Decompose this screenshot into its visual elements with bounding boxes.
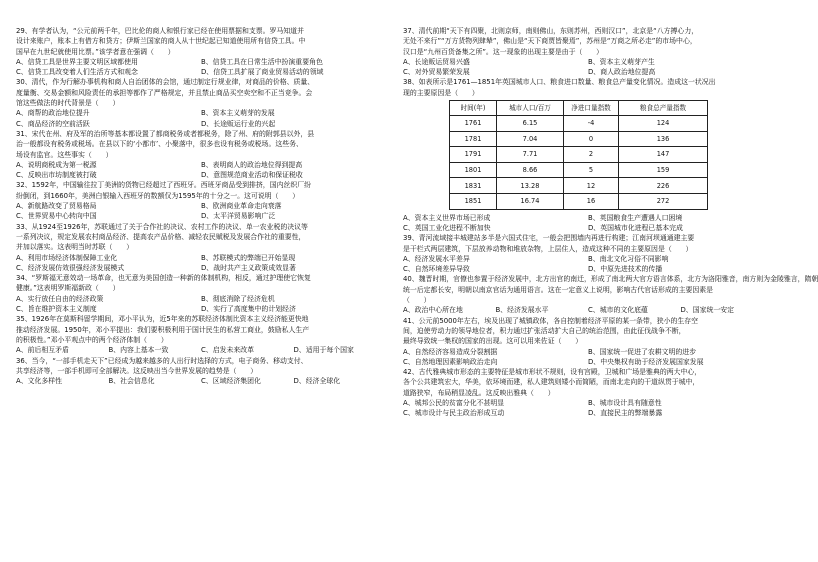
- question-stem-line: 健康。”这表明罗斯福新政（ ）: [16, 284, 120, 293]
- question-stem-line: （ ）: [403, 296, 431, 305]
- option: D、适用于每个国家: [293, 346, 354, 355]
- right-questions-bottom: [403, 213, 818, 419]
- option: A、长途贩运贸易兴盛: [403, 57, 470, 66]
- option: D、中原先进技术的传播: [588, 265, 663, 274]
- question-stem-line: 40、魏晋时期，官僚也参置于经济发展中，北方出官的南迁，形成了南北两大官方语言体系，北方为洛阳雅音，南方则为金陵雅言，隋朝: [403, 275, 818, 284]
- option: B、英国粮食生产遭遇人口困境: [588, 213, 683, 222]
- option: D、经济全球化: [293, 377, 341, 386]
- question: [16, 314, 386, 355]
- option: C、启发未来改革: [201, 346, 255, 355]
- table-cell: 7.71: [497, 147, 564, 163]
- option: D、意图规范商业活动和保证税收: [201, 171, 303, 180]
- options-grid: [16, 253, 386, 274]
- option: A、经济发展水平差异: [403, 254, 470, 263]
- question-stem-line: 最终导致统一集权的国家的出现。这可以用来佐证（ ）: [403, 337, 583, 346]
- table-cell: 159: [619, 162, 708, 178]
- table-cell: 1831: [450, 178, 497, 194]
- option: D、直接民主的弊端暴露: [588, 409, 663, 418]
- question-stem-line: 的积极性。”邓小平观点中的两个经济体制（ ）: [16, 335, 168, 344]
- question-stem-line: 共享经济等，一部手机即可全部解决。这反映出当今世界发展的趋势是（ ）: [16, 366, 258, 375]
- option: D、长途贩运行业的兴起: [201, 119, 276, 128]
- question-stem-line: 36、当今，“一部手机走天下”已经成为越来越多的人出行时选择的方式，电子商务、移动支付、: [16, 356, 308, 365]
- question: [16, 26, 386, 77]
- left-column: [16, 26, 386, 386]
- question-stem-line: 39、青河流域接丰城建站多半是六国式住宅，一般会把围墙内再进行构建；江南河坝通通建主要: [403, 234, 695, 243]
- option: D、商人政治地位提高: [588, 68, 656, 77]
- question-stem-line: 各个公共建筑宏大，华美，依环境而建，私人建筑则矮小而简陋，而南北走向的干道纵贯于城中，: [403, 378, 700, 387]
- question-stem-line: 推动经济发展。1950年，邓小平提出：我们要积极利用于国计民生的私营工商业，鼓励私人生产: [16, 325, 310, 334]
- option: B、信贷工具在日常生活中扮演重要角色: [201, 57, 323, 66]
- question: [403, 367, 773, 418]
- option: C、信贷工具改变着人们生活方式和观念: [16, 68, 138, 77]
- option: B、资本主义萌芽的发展: [201, 109, 275, 118]
- question: [403, 233, 773, 274]
- question-stem-line: 29、有学者认为，“公元前两千年，巴比伦的商人和银行家已经在使用票据和支票。罗马知道并: [16, 27, 304, 35]
- options-grid: [16, 294, 386, 315]
- table-cell: 2: [564, 147, 619, 163]
- question-stem-line: 道路狭窄，布局稍显凌乱。这反映出雅典（ ）: [403, 388, 555, 397]
- question-stem-line: 38、如表所示是1761—1851年英国城市人口、粮食进口数量、粮食总产量变化情况。造成这一状况出: [403, 78, 716, 87]
- question-stem-line: 纷倒闭，到1660年，美洲白银输入西班牙的数额仅为1595年的十分之一。这可说明（ ）: [16, 191, 300, 200]
- table-row: [450, 147, 708, 163]
- right-questions-top: [403, 26, 773, 98]
- table-cell: 1761: [450, 116, 497, 132]
- option: D、太平洋贸易影响广泛: [201, 212, 276, 221]
- table-header-cell: 时间(年): [450, 101, 497, 116]
- table-cell: 16: [564, 194, 619, 210]
- options-grid: [16, 160, 386, 181]
- option: A、实行放任自由的经济政策: [16, 294, 104, 303]
- option: C、商品经济的空前活跃: [16, 119, 90, 128]
- option: B、表明商人的政治地位得到提高: [201, 160, 303, 169]
- option: B、南北文化习俗不同影响: [588, 254, 669, 263]
- question-stem-line: 37、清代前期“天下有四聚，北则京师，南则佛山，东则苏州，西则汉口”，北京是“八方搏心力，: [403, 27, 699, 35]
- table-cell: 1781: [450, 131, 497, 147]
- option: A、信贷工具是世界主要文明区域都使用: [16, 57, 138, 66]
- table-cell: -4: [564, 116, 619, 132]
- question: [403, 213, 773, 234]
- option: D、英国城市化进程已基本完成: [588, 223, 683, 232]
- data-table: [449, 100, 708, 210]
- question-stem-line: 治一般都设有税务或税场。在县以下的‘小都市’、小聚落中，很多也设有税务或税场。这些务、: [16, 140, 303, 149]
- table-cell: 1801: [450, 162, 497, 178]
- option: B、苏联模式的弊端已开始显现: [201, 253, 296, 262]
- options-grid: [403, 398, 773, 419]
- option: C、对外贸易繁荣发展: [403, 68, 470, 77]
- option: D、信贷工具扩展了商业贸易活动的领域: [201, 68, 324, 77]
- option: D、国家统一安定: [680, 306, 735, 315]
- right-column: [403, 26, 818, 419]
- question-stem-line: 并加以落实。这表明当时苏联（ ）: [16, 243, 134, 252]
- table-cell: 124: [619, 116, 708, 132]
- table-cell: 7.04: [497, 131, 564, 147]
- table-cell: 226: [619, 178, 708, 194]
- option: A、利用市场经济体制保障工业化: [16, 253, 118, 262]
- options-row: [16, 376, 386, 386]
- question: [16, 180, 386, 221]
- question: [403, 77, 773, 98]
- table-row: [450, 116, 708, 132]
- option: D、战时共产主义政策成效显著: [201, 263, 296, 272]
- table-row: [450, 178, 708, 194]
- option: B、社会信息化: [108, 377, 155, 386]
- table-cell: 5: [564, 162, 619, 178]
- table-row: [450, 162, 708, 178]
- table-header-cell: 城市人口/百万: [497, 101, 564, 116]
- option: B、内容上基本一致: [108, 346, 169, 355]
- table-cell: 272: [619, 194, 708, 210]
- option: B、彻底消除了经济危机: [201, 294, 275, 303]
- option: D、中央集权有助于经济发展国家发展: [588, 357, 704, 366]
- table-cell: 0: [564, 131, 619, 147]
- table-cell: 1851: [450, 194, 497, 210]
- question-stem-line: 35、1926年在莫斯科留学期间，邓小平认为，近5年来的苏联经济体制比资本主义经济能更快地: [16, 315, 309, 324]
- table-cell: 147: [619, 147, 708, 163]
- question-stem-line: 馆这些做法的时代背景是（ ）: [16, 99, 120, 108]
- option: D、实行了高度集中的计划经济: [201, 305, 296, 314]
- question-stem-line: 41、公元前5000年左右，埃及出现了城镇政体，各自控制着经济平原的某一条带，狭小的生存空: [403, 316, 699, 325]
- question-stem-line: 一系列决议，规定发展农村商品经济、提高农产品价格、减轻农民赋税及发展合作社的重要性，: [16, 232, 306, 241]
- question: [403, 274, 818, 315]
- question-stem-line: 场设有监官。这些事实（ ）: [16, 150, 113, 159]
- options-grid: [403, 347, 773, 368]
- question-stem-line: 度量衡、交易金额和风险责任的承担等都作了严格规定，并且禁止商品买空卖空和不正当竞争。会: [16, 88, 313, 97]
- options-grid: [403, 254, 773, 275]
- option: B、国家统一促进了农耕文明的进步: [588, 347, 697, 356]
- table-cell: 8.66: [497, 162, 564, 178]
- table-cell: 6.15: [497, 116, 564, 132]
- option: C、世界贸易中心转向中国: [16, 212, 97, 221]
- option: A、文化多样性: [16, 377, 63, 386]
- table-cell: 136: [619, 131, 708, 147]
- options-grid: [16, 108, 386, 129]
- options-grid: [403, 57, 773, 78]
- question: [16, 222, 386, 273]
- option: C、区域经济集团化: [201, 377, 261, 386]
- table-header-cell: 净进口量指数: [564, 101, 619, 116]
- option: A、城邦公民的贫富分化不甚明显: [403, 398, 505, 407]
- table-row: [450, 131, 708, 147]
- question-stem-line: 42、古代雅典城市形态的主要特征是城市形状不规则，设有宫殿，卫城和广场是雅典的两大中心，: [403, 368, 702, 377]
- question-stem-line: 无处不来行”“万方货物列肆辇”，佛山是“天下商贾皆聚焉”，苏州是“万商之所必走”的市场中心，: [403, 37, 697, 46]
- option: C、英国工业化进程不断加快: [403, 223, 491, 232]
- table-cell: 12: [564, 178, 619, 194]
- question-stem-line: 32、1592年，中国输往拉丁美洲的货物已经超过了西班牙。西班牙商品受到排挤，国内丝织厂纷: [16, 181, 312, 190]
- question-stem-line: 汉口是“九州百货备集之所”。这一现象的出现主要是由于（ ）: [403, 47, 604, 56]
- option: C、经济发展仿效很强经济发展模式: [16, 263, 125, 272]
- option: B、资本主义萌芽产生: [588, 57, 655, 66]
- option: C、自然地理因素影响政治走向: [403, 357, 498, 366]
- option: C、城市的文化底蕴: [588, 306, 648, 315]
- question-stem-line: 34、“罗斯福无意效动一场革命，也无意为美国创造一种新的体制机构，相反，通过护理使它恢复: [16, 274, 311, 283]
- question-stem-line: 30、清代，作为行解办事机构和商人自治团体的会馆，通过制定行规业律，对商品的价格、质量、: [16, 78, 315, 87]
- options-grid: [16, 201, 386, 222]
- option: B、欧洲商业革命走向衰落: [201, 202, 282, 211]
- option: C、反映出市坊制度被打破: [16, 171, 97, 180]
- option: A、说明商税成为第一税源: [16, 160, 97, 169]
- question-stem-line: 31、宋代在州、府及军的治所等基本都设置了都商税务或者都税务，除了州、府的附郭县以外，县: [16, 129, 315, 138]
- option: A、自然经济容易造成分裂割据: [403, 347, 498, 356]
- options-row: [16, 345, 386, 355]
- table-row: [450, 194, 708, 210]
- table-header-row: [450, 101, 708, 116]
- table-header-cell: 粮食总产量指数: [619, 101, 708, 116]
- table-cell: 13.28: [497, 178, 564, 194]
- option: C、城市设计与民主政治形成互动: [403, 409, 505, 418]
- table-cell: 1791: [450, 147, 497, 163]
- question-stem-line: 国早在九世纪就使用比票。”该学者意在强调（ ）: [16, 47, 175, 56]
- question-stem-line: 间，迫使劳动力的领导地位者，积力通过扩张活动扩大自己的统治范围，由此征伐战争不断，: [403, 326, 686, 335]
- question: [16, 77, 386, 128]
- question: [16, 273, 386, 314]
- option: C、旨在维护资本主义制度: [16, 305, 97, 314]
- question-stem-line: 是干栏式两层建筑，下层放养动物和堆放杂物，上层住人，造成这种不同的主要原因是（ ）: [403, 244, 693, 253]
- question: [16, 356, 386, 387]
- question-stem-line: 33、从1924至1926年，苏联通过了关于合作社的决议、农村工作的决议、单一农业税的决议等: [16, 222, 308, 231]
- option: A、政治中心所在地: [403, 306, 463, 315]
- option: A、资本主义世界市场已形成: [403, 213, 491, 222]
- question-stem-line: 现的主要原因是（ ）: [403, 88, 479, 97]
- option: B、经济发展水平: [495, 306, 549, 315]
- question-stem-line: 设计来账户，账本上有借方和贷方；伊斯兰国家的商人从十世纪起已知道使用所有信贷工具。中: [16, 37, 306, 46]
- option: A、新航路改变了贸易格局: [16, 202, 97, 211]
- options-grid: [403, 213, 773, 234]
- options-row: [403, 305, 773, 315]
- question-stem-line: 统一后定都长安，明朝以南京官话为通用语言。这在一定意义上说明，影响古代官话形成的主要因素是: [403, 285, 714, 294]
- option: A、前后相互矛盾: [16, 346, 69, 355]
- option: A、商帮的政治地位提升: [16, 109, 90, 118]
- question: [403, 26, 773, 77]
- options-grid: [16, 57, 386, 78]
- table-cell: 16.74: [497, 194, 564, 210]
- question: [16, 129, 386, 180]
- option: B、城市设计具有随意性: [588, 398, 662, 407]
- option: C、自然环境差异导致: [403, 265, 470, 274]
- question: [403, 316, 773, 367]
- table-body: [450, 116, 708, 210]
